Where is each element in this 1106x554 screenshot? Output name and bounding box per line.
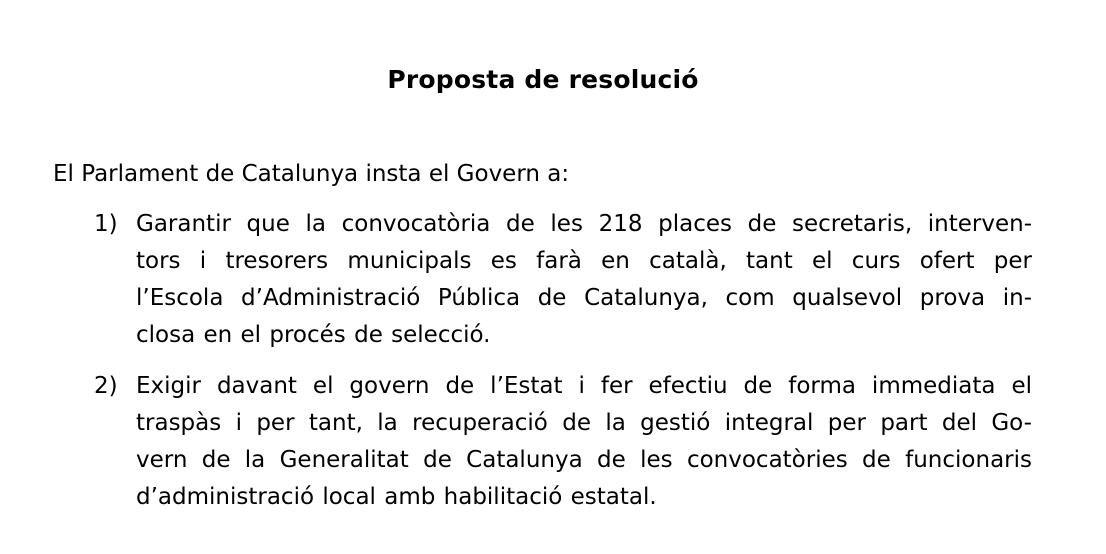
document-title: Proposta de resolució (387, 65, 699, 94)
intro-paragraph: El Parlament de Catalunya insta el Govern a: (53, 161, 570, 187)
text-line: l’Escola d’Administració Pública de Catalunya, com qualsevol prova in- (136, 285, 1032, 311)
list-item-text (136, 368, 1032, 516)
text-line: Garantir que la convocatòria de les 218 places de secretaris, interven- (136, 211, 1032, 237)
list-item-text (136, 206, 1032, 354)
text-line: traspàs i per tant, la recuperació de la gestió integral per part del Go- (136, 410, 1032, 436)
list-item-number: 1) (94, 211, 118, 237)
text-line: closa en el procés de selecció. (136, 322, 491, 348)
text-line: vern de la Generalitat de Catalunya de les convocatòries de funcionaris (136, 447, 1032, 473)
text-line: tors i tresorers municipals es farà en català, tant el curs ofert per (136, 248, 1032, 274)
text-line: d’administració local amb habilitació estatal. (136, 484, 657, 510)
text-line: Exigir davant el govern de l’Estat i fer efectiu de forma immediata el (136, 373, 1032, 399)
list-item-number: 2) (94, 373, 118, 399)
